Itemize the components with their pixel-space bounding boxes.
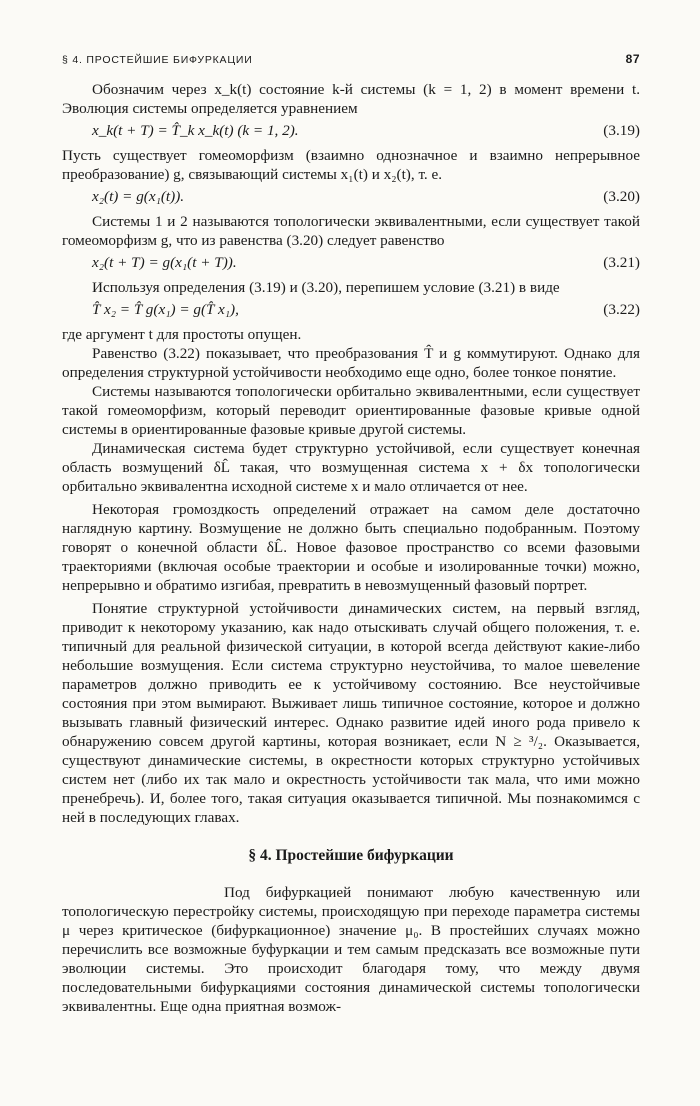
equation-number: (3.22) <box>603 301 640 318</box>
header-title: § 4. ПРОСТЕЙШИЕ БИФУРКАЦИИ <box>62 54 253 66</box>
paragraph-9: Некоторая громоздкость определений отражает на самом деле достаточно наглядную картину. Возмущение не должно быть специально подобранным. Поэтому говорят о конечной области δL̂. Новое фазовое пространство со всеми фазовыми траекториями (включая особые траектории и особые и изолированные точки) можно, непрерывно и обратимо изгибая, превратить в невозмущенный фазовый портрет. <box>62 501 640 594</box>
equation-formula: T̂ x₂ = T̂ g(x₁) = g(T̂ x₁), <box>92 301 239 318</box>
section-heading: § 4. Простейшие бифуркации <box>248 847 454 864</box>
equation-formula: x₂(t + T) = g(x₁(t + T)). <box>92 254 237 271</box>
paragraph-11: Под бифуркацией понимают любую качественную или топологическую перестройку системы, происходящую при переходе параметра системы μ через критическое (бифуркационное) значение μ₀. В простейших случаях можно перечислить все возможные буфуркации и тем самым предсказать все возможные пути эволюции системы. Это происходит благодаря тому, что между двумя последовательными бифуркациями состояния динамической системы топологически эквивалентны. Еще одна приятная возмож- <box>62 884 640 1015</box>
equation-number: (3.20) <box>603 188 640 205</box>
paragraph-5: где аргумент t для простоты опущен. <box>62 326 302 343</box>
equation-3-22 <box>92 300 640 319</box>
equation-3-19 <box>92 121 640 140</box>
equation-number: (3.19) <box>603 122 640 139</box>
paragraph-8: Динамическая система будет структурно устойчивой, если существует конечная область возмущений δL̂ такая, что возмущенная система x + δx топологически орбитально эквивалентна исходной системе x и мало отличается от нее. <box>62 440 640 495</box>
equation-number: (3.21) <box>603 254 640 271</box>
paragraph-2: Пусть существует гомеоморфизм (взаимно однозначное и взаимно непрерывное преобразование) g, связывающий системы x₁(t) и x₂(t), т. е. <box>62 147 640 183</box>
paragraph-7: Системы называются топологически орбитально эквивалентными, если существует такой гомеоморфизм, который переводит ориентированные фазовые кривые одной системы в ориентированные фазовые кривые другой системы. <box>62 383 640 438</box>
paragraph-1: Обозначим через x_k(t) состояние k-й системы (k = 1, 2) в момент времени t. Эволюция системы определяется уравнением <box>62 81 640 117</box>
equation-formula: x₂(t) = g(x₁(t)). <box>92 188 185 205</box>
paragraph-10: Понятие структурной устойчивости динамических систем, на первый взгляд, приводит к некоторому указанию, как надо отыскивать случай общего положения, т. е. типичный для реальной физической ситуации, в которой всегда действуют какие-либо небольшие возмущения. Если система структурно неустойчива, то малое шевеление параметров должно приводить ее к устойчивому состоянию. Все неустойчивые состояния при этом вымирают. Выживает лишь типичное состояние, которое и должно вызывать главный физический интерес. Однако развитие идей иного рода привело к обнаружению совсем другой картины, которая возникает, если N ≥ ³/₂. Оказывается, существуют динамические системы, в окрестности которых структурно устойчивых систем нет (либо их так мало и окрестность устойчивости так мала, что ими можно пренебречь). И, более того, такая ситуация оказывается типичной. Мы познакомимся с ней в последующих главах. <box>62 600 640 826</box>
book-page <box>62 52 640 1016</box>
equation-3-20 <box>92 187 640 206</box>
page-number: 87 <box>625 52 640 66</box>
paragraph-6: Равенство (3.22) показывает, что преобразования T̂ и g коммутируют. Однако для определения структурной устойчивости необходимо еще одно, более тонкое понятие. <box>62 345 640 381</box>
equation-formula: x_k(t + T) = T̂_k x_k(t) (k = 1, 2). <box>92 122 299 139</box>
equation-3-21 <box>92 253 640 272</box>
paragraph-4: Используя определения (3.19) и (3.20), перепишем условие (3.21) в виде <box>92 279 560 296</box>
running-header <box>62 52 640 66</box>
paragraph-3: Системы 1 и 2 называются топологически эквивалентными, если существует такой гомеоморфизм g, что из равенства (3.20) следует равенство <box>62 213 640 249</box>
